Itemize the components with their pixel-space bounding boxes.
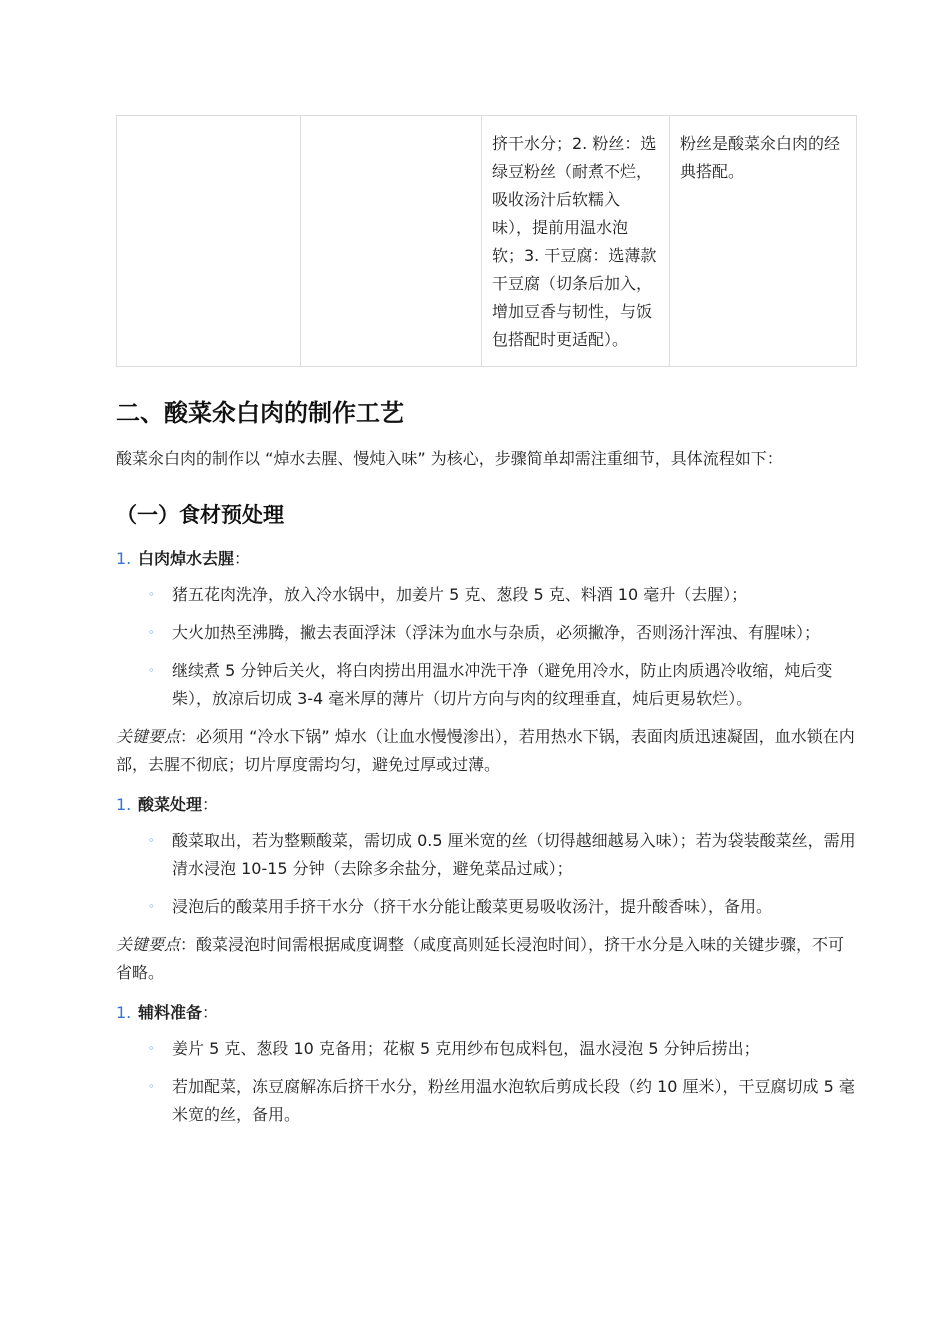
item-label: 辅料准备 <box>138 1003 203 1022</box>
list-item <box>148 657 856 713</box>
bullet-list <box>116 581 856 713</box>
list-item <box>148 827 856 883</box>
item-colon: ： <box>202 795 219 814</box>
key-point <box>116 931 856 987</box>
list-item-text: 浸泡后的酸菜用手挤干水分（挤干水分能让酸菜更易吸收汤汁，提升酸香味），备用。 <box>172 897 773 916</box>
list-item <box>148 581 856 609</box>
item-number: 1. <box>116 549 132 568</box>
item-label: 酸菜处理 <box>138 795 203 814</box>
list-item <box>148 1035 856 1063</box>
key-point-label: 关键要点 <box>116 935 181 954</box>
bullet-icon: ◦ <box>148 1080 155 1093</box>
bullet-icon: ◦ <box>148 900 155 913</box>
numbered-item <box>116 999 856 1027</box>
numbered-item <box>116 791 856 819</box>
bullet-icon: ◦ <box>148 1042 155 1055</box>
ingredient-table <box>116 115 857 367</box>
item-number: 1. <box>116 1003 132 1022</box>
bullet-icon: ◦ <box>148 626 155 639</box>
list-item-text: 酸菜取出，若为整颗酸菜，需切成 0.5 厘米宽的丝（切得越细越易入味）；若为袋装酸菜丝，需用清水浸泡 10-15 分钟（去除多余盐分，避免菜品过咸）； <box>172 831 856 878</box>
bullet-icon: ◦ <box>148 664 155 677</box>
document-page <box>116 115 856 1139</box>
bullet-list <box>116 1035 856 1129</box>
table-cell <box>301 116 482 367</box>
bullet-list <box>116 827 856 921</box>
table-cell: 挤干水分；2. 粉丝：选绿豆粉丝（耐煮不烂，吸收汤汁后软糯入味），提前用温水泡软；3. 干豆腐：选薄款干豆腐（切条后加入，增加豆香与韧性，与饭包搭配时更适配）。 <box>482 116 670 367</box>
table-cell <box>117 116 301 367</box>
table-cell: 粉丝是酸菜氽白肉的经典搭配。 <box>670 116 857 367</box>
subsection-heading: （一）食材预处理 <box>116 503 284 527</box>
item-colon: ： <box>202 1003 219 1022</box>
list-item-text: 猪五花肉洗净，放入冷水锅中，加姜片 5 克、葱段 5 克、料酒 10 毫升（去腥）； <box>172 585 748 604</box>
key-point <box>116 723 856 779</box>
item-colon: ： <box>234 549 251 568</box>
key-point-text: ：酸菜浸泡时间需根据咸度调整（咸度高则延长浸泡时间），挤干水分是入味的关键步骤，不可省略。 <box>116 935 845 982</box>
item-number: 1. <box>116 795 132 814</box>
list-item-text: 姜片 5 克、葱段 10 克备用；花椒 5 克用纱布包成料包，温水浸泡 5 分钟后捞出； <box>172 1039 760 1058</box>
numbered-item <box>116 545 856 573</box>
list-item-text: 继续煮 5 分钟后关火，将白肉捞出用温水冲洗干净（避免用冷水，防止肉质遇冷收缩，炖后变柴），放凉后切成 3-4 毫米厚的薄片（切片方向与肉的纹理垂直，炖后更易软烂）。 <box>172 661 833 708</box>
key-point-label: 关键要点 <box>116 727 181 746</box>
list-item <box>148 1073 856 1129</box>
bullet-icon: ◦ <box>148 588 155 601</box>
list-item <box>148 893 856 921</box>
section-intro: 酸菜氽白肉的制作以 “焯水去腥、慢炖入味” 为核心，步骤简单却需注重细节，具体流程如下： <box>116 449 783 468</box>
key-point-text: ：必须用 “冷水下锅” 焯水（让血水慢慢渗出），若用热水下锅，表面肉质迅速凝固，血水锁在内部，去腥不彻底；切片厚度需均匀，避免过厚或过薄。 <box>116 727 855 774</box>
list-item-text: 大火加热至沸腾，撇去表面浮沫（浮沫为血水与杂质，必须撇净，否则汤汁浑浊、有腥味）； <box>172 623 821 642</box>
table-row <box>117 116 857 367</box>
bullet-icon: ◦ <box>148 834 155 847</box>
list-item-text: 若加配菜，冻豆腐解冻后挤干水分，粉丝用温水泡软后剪成长段（约 10 厘米），干豆腐切成 5 毫米宽的丝，备用。 <box>172 1077 855 1124</box>
list-item <box>148 619 856 647</box>
section-heading: 二、酸菜氽白肉的制作工艺 <box>116 399 404 427</box>
item-label: 白肉焯水去腥 <box>138 549 235 568</box>
